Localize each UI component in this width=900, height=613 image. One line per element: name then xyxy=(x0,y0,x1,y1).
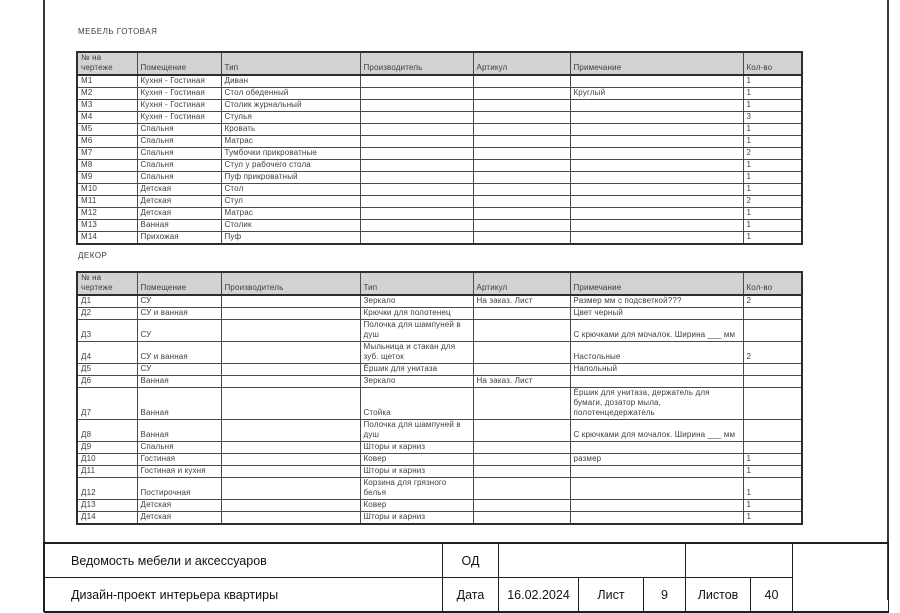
table-cell: М10 xyxy=(77,184,137,196)
table-cell: Тумбочки прикроватные xyxy=(221,148,360,160)
table-cell xyxy=(570,184,743,196)
table-cell: Крючки для полотенец xyxy=(360,308,473,320)
table-cell: Диван xyxy=(221,75,360,88)
table-cell: 1 xyxy=(743,160,802,172)
column-header: № на чертеже xyxy=(77,272,137,295)
column-header: Тип xyxy=(221,52,360,75)
table-cell: Стол xyxy=(221,184,360,196)
empty-cell xyxy=(685,543,793,578)
table-cell xyxy=(743,442,802,454)
table-cell: Д6 xyxy=(77,376,137,388)
table-cell: М1 xyxy=(77,75,137,88)
table-cell xyxy=(221,376,360,388)
table-cell xyxy=(570,442,743,454)
table-cell: Спальня xyxy=(137,172,221,184)
table-cell: Пуф прикроватный xyxy=(221,172,360,184)
table-cell xyxy=(473,364,570,376)
column-header: Примечание xyxy=(570,52,743,75)
table-cell xyxy=(473,512,570,525)
table-cell xyxy=(221,442,360,454)
table-row xyxy=(77,220,802,232)
table-cell: 2 xyxy=(743,295,802,308)
table-cell: М4 xyxy=(77,112,137,124)
table-cell: 2 xyxy=(743,196,802,208)
table-cell: 1 xyxy=(743,500,802,512)
table-row xyxy=(77,454,802,466)
table-cell: Круглый xyxy=(570,88,743,100)
table-row xyxy=(77,308,802,320)
furniture-table xyxy=(76,51,803,245)
table-cell: Ванная xyxy=(137,420,221,442)
empty-cell xyxy=(498,543,686,578)
table-cell xyxy=(360,124,473,136)
table-row xyxy=(77,478,802,500)
table-cell: Шторы и карниз xyxy=(360,512,473,525)
table-cell: Стол обеденный xyxy=(221,88,360,100)
table-cell: Прихожая xyxy=(137,232,221,245)
page-frame-left-line xyxy=(43,0,45,600)
table-cell xyxy=(473,454,570,466)
table-cell xyxy=(473,442,570,454)
project-title-cell: Дизайн-проект интерьера квартиры xyxy=(44,577,443,613)
table-cell xyxy=(570,196,743,208)
table-cell: Ёршик для унитаза xyxy=(360,364,473,376)
table-cell xyxy=(473,148,570,160)
table-cell xyxy=(221,478,360,500)
table-cell xyxy=(360,75,473,88)
table-row xyxy=(77,160,802,172)
table-cell: Цвет черный xyxy=(570,308,743,320)
table-cell: 1 xyxy=(743,512,802,525)
table-cell xyxy=(473,220,570,232)
table-cell xyxy=(570,75,743,88)
table-cell: 1 xyxy=(743,478,802,500)
table-cell xyxy=(360,220,473,232)
table-cell xyxy=(473,232,570,245)
table-cell xyxy=(360,88,473,100)
table-cell: Зеркало xyxy=(360,295,473,308)
table-cell xyxy=(570,160,743,172)
table-cell xyxy=(473,342,570,364)
table-cell xyxy=(743,320,802,342)
table-cell xyxy=(570,512,743,525)
table-cell: Стул у рабочего стола xyxy=(221,160,360,172)
table-cell: СУ xyxy=(137,295,221,308)
table-cell: М5 xyxy=(77,124,137,136)
empty-corner-cell xyxy=(792,543,889,613)
table-cell: СУ и ванная xyxy=(137,342,221,364)
date-value-cell: 16.02.2024 xyxy=(498,577,579,613)
table-cell xyxy=(221,466,360,478)
table-cell xyxy=(221,454,360,466)
table-cell: 1 xyxy=(743,172,802,184)
table-cell: 1 xyxy=(743,124,802,136)
table-cell: Кухня - Гостиная xyxy=(137,75,221,88)
table-cell xyxy=(473,184,570,196)
table-cell: Ванная xyxy=(137,388,221,420)
table-row xyxy=(77,136,802,148)
table-cell xyxy=(570,500,743,512)
table-cell: 2 xyxy=(743,342,802,364)
table-row xyxy=(77,388,802,420)
table-row xyxy=(77,88,802,100)
sheets-total-label-cell: Листов xyxy=(685,577,751,613)
table-cell: М7 xyxy=(77,148,137,160)
table-cell xyxy=(221,342,360,364)
table-cell: Стойка xyxy=(360,388,473,420)
table-cell: Д11 xyxy=(77,466,137,478)
header-row xyxy=(77,272,802,295)
table-cell xyxy=(473,100,570,112)
table-row xyxy=(77,295,802,308)
table-cell: Детская xyxy=(137,208,221,220)
table-cell: Постирочная xyxy=(137,478,221,500)
table-cell xyxy=(473,320,570,342)
table-row xyxy=(77,75,802,88)
table-cell: Спальня xyxy=(137,124,221,136)
column-header: Примечание xyxy=(570,272,743,295)
table-cell: Столик xyxy=(221,220,360,232)
document-title-cell: Ведомость мебели и аксессуаров xyxy=(44,543,443,578)
table-cell: Пуф xyxy=(221,232,360,245)
table-cell: Д3 xyxy=(77,320,137,342)
sheet-label-cell: Лист xyxy=(578,577,644,613)
table-cell: Мыльница и стакан для зуб. щеток xyxy=(360,342,473,364)
table-cell: Шторы и карниз xyxy=(360,442,473,454)
table-cell: М14 xyxy=(77,232,137,245)
table-cell xyxy=(570,376,743,388)
table-cell: Стул xyxy=(221,196,360,208)
table-cell: Д2 xyxy=(77,308,137,320)
table-row xyxy=(77,148,802,160)
table-cell xyxy=(743,420,802,442)
table-cell xyxy=(473,478,570,500)
table-cell: Гостиная xyxy=(137,454,221,466)
column-header: Кол-во xyxy=(743,272,802,295)
table-row xyxy=(77,420,802,442)
table-cell: Размер мм с подсветкой??? xyxy=(570,295,743,308)
table-cell: 1 xyxy=(743,454,802,466)
table-cell xyxy=(221,295,360,308)
table-cell: М13 xyxy=(77,220,137,232)
table-cell xyxy=(360,232,473,245)
table-row xyxy=(77,100,802,112)
table-cell xyxy=(360,160,473,172)
table-cell xyxy=(221,320,360,342)
column-header: Артикул xyxy=(473,272,570,295)
table-cell: Корзина для грязного белья xyxy=(360,478,473,500)
furniture-section-title: МЕБЕЛЬ ГОТОВАЯ xyxy=(78,27,158,36)
table-row xyxy=(77,442,802,454)
column-header: Производитель xyxy=(221,272,360,295)
table-cell: Д7 xyxy=(77,388,137,420)
table-cell: Спальня xyxy=(137,148,221,160)
table-cell: Детская xyxy=(137,184,221,196)
table-cell xyxy=(570,208,743,220)
table-cell: СУ xyxy=(137,320,221,342)
table-cell xyxy=(743,364,802,376)
table-cell: Д12 xyxy=(77,478,137,500)
table-row xyxy=(77,466,802,478)
table-cell xyxy=(473,500,570,512)
column-header: Тип xyxy=(360,272,473,295)
table-cell xyxy=(360,100,473,112)
stage-code-cell: ОД xyxy=(442,543,499,578)
table-cell: 1 xyxy=(743,232,802,245)
table-cell: С крючками для мочалок. Ширина ___ мм xyxy=(570,320,743,342)
table-cell: Д13 xyxy=(77,500,137,512)
table-cell xyxy=(221,388,360,420)
column-header: Помещение xyxy=(137,272,221,295)
table-cell xyxy=(473,75,570,88)
table-cell: Стулья xyxy=(221,112,360,124)
table-cell: Ковер xyxy=(360,454,473,466)
table-row xyxy=(77,124,802,136)
table-row xyxy=(77,172,802,184)
table-cell xyxy=(570,232,743,245)
table-cell xyxy=(473,420,570,442)
column-header: Производитель xyxy=(360,52,473,75)
table-cell: 1 xyxy=(743,100,802,112)
table-cell xyxy=(360,184,473,196)
table-cell xyxy=(570,124,743,136)
table-cell: размер xyxy=(570,454,743,466)
table-cell: Д9 xyxy=(77,442,137,454)
table-cell: Д14 xyxy=(77,512,137,525)
table-cell: Полочка для шампуней в душ xyxy=(360,420,473,442)
table-row xyxy=(77,184,802,196)
decor-table xyxy=(76,271,803,525)
table-cell: Ванная xyxy=(137,376,221,388)
table-cell: На заказ. Лист xyxy=(473,376,570,388)
table-cell: Детская xyxy=(137,196,221,208)
table-cell: 1 xyxy=(743,466,802,478)
table-cell: М8 xyxy=(77,160,137,172)
table-cell: Шторы и карниз xyxy=(360,466,473,478)
date-label-cell: Дата xyxy=(442,577,499,613)
column-header: Артикул xyxy=(473,52,570,75)
table-cell xyxy=(221,420,360,442)
table-cell: На заказ. Лист xyxy=(473,295,570,308)
table-cell: Кровать xyxy=(221,124,360,136)
table-row xyxy=(77,500,802,512)
title-block xyxy=(43,542,889,612)
table-cell: Матрас xyxy=(221,136,360,148)
table-cell: 3 xyxy=(743,112,802,124)
table-cell xyxy=(473,112,570,124)
table-cell: 1 xyxy=(743,88,802,100)
table-row xyxy=(77,196,802,208)
table-cell xyxy=(743,388,802,420)
table-cell xyxy=(473,196,570,208)
table-cell: Гостиная и кухня xyxy=(137,466,221,478)
table-cell xyxy=(570,466,743,478)
table-cell xyxy=(743,308,802,320)
table-cell: Д8 xyxy=(77,420,137,442)
table-row xyxy=(77,342,802,364)
table-cell: М2 xyxy=(77,88,137,100)
table-cell: Полочка для шампуней в душ xyxy=(360,320,473,342)
table-cell: Спальня xyxy=(137,442,221,454)
table-cell: Д1 xyxy=(77,295,137,308)
table-cell: М12 xyxy=(77,208,137,220)
table-cell: Зеркало xyxy=(360,376,473,388)
table-row xyxy=(77,364,802,376)
column-header: Помещение xyxy=(137,52,221,75)
page-frame-right-line xyxy=(887,0,889,600)
table-cell xyxy=(360,172,473,184)
column-header: Кол-во xyxy=(743,52,802,75)
table-cell: Д10 xyxy=(77,454,137,466)
table-cell xyxy=(473,160,570,172)
table-cell: Спальня xyxy=(137,136,221,148)
table-cell xyxy=(473,208,570,220)
sheet-number-cell: 9 xyxy=(643,577,686,613)
table-cell: 1 xyxy=(743,136,802,148)
table-cell: М11 xyxy=(77,196,137,208)
table-row xyxy=(77,208,802,220)
table-row xyxy=(77,320,802,342)
table-cell xyxy=(360,196,473,208)
table-cell: Ванная xyxy=(137,220,221,232)
table-cell xyxy=(743,376,802,388)
table-cell xyxy=(221,512,360,525)
table-cell xyxy=(570,100,743,112)
table-row xyxy=(77,112,802,124)
table-cell: Спальня xyxy=(137,160,221,172)
table-cell xyxy=(570,148,743,160)
table-cell: Столик журнальный xyxy=(221,100,360,112)
table-cell xyxy=(570,112,743,124)
table-cell xyxy=(473,136,570,148)
table-cell: Д4 xyxy=(77,342,137,364)
table-cell xyxy=(570,478,743,500)
table-cell xyxy=(473,388,570,420)
table-cell: СУ xyxy=(137,364,221,376)
table-cell xyxy=(473,172,570,184)
table-cell: Матрас xyxy=(221,208,360,220)
table-cell xyxy=(360,208,473,220)
table-cell: Детская xyxy=(137,512,221,525)
table-cell: М6 xyxy=(77,136,137,148)
table-cell xyxy=(360,112,473,124)
table-row xyxy=(77,232,802,245)
table-cell: Детская xyxy=(137,500,221,512)
table-cell: Кухня - Гостиная xyxy=(137,88,221,100)
table-cell: СУ и ванная xyxy=(137,308,221,320)
table-cell: 1 xyxy=(743,208,802,220)
table-cell xyxy=(360,136,473,148)
column-header: № на чертеже xyxy=(77,52,137,75)
table-cell: Кухня - Гостиная xyxy=(137,100,221,112)
table-cell xyxy=(570,220,743,232)
table-cell xyxy=(570,172,743,184)
table-cell: Напольный xyxy=(570,364,743,376)
table-cell xyxy=(570,136,743,148)
table-row xyxy=(77,512,802,525)
header-row xyxy=(77,52,802,75)
table-cell xyxy=(221,364,360,376)
table-cell xyxy=(473,308,570,320)
table-cell: 1 xyxy=(743,75,802,88)
table-cell xyxy=(473,466,570,478)
table-cell: Настольные xyxy=(570,342,743,364)
table-cell xyxy=(360,148,473,160)
table-cell: Ковер xyxy=(360,500,473,512)
decor-section-title: ДЕКОР xyxy=(78,251,108,260)
table-cell: Д5 xyxy=(77,364,137,376)
table-row xyxy=(77,376,802,388)
table-cell: М3 xyxy=(77,100,137,112)
table-cell: М9 xyxy=(77,172,137,184)
table-cell xyxy=(221,308,360,320)
table-cell xyxy=(473,88,570,100)
table-cell: Кухня - Гостиная xyxy=(137,112,221,124)
table-cell: 1 xyxy=(743,220,802,232)
sheets-total-value-cell: 40 xyxy=(750,577,793,613)
table-cell: 2 xyxy=(743,148,802,160)
table-cell: С крючками для мочалок. Ширина ___ мм xyxy=(570,420,743,442)
table-cell xyxy=(221,500,360,512)
table-cell: Ёршик для унитаза, держатель для бумаги, дозатор мыла, полотенцедержатель xyxy=(570,388,743,420)
table-cell xyxy=(473,124,570,136)
table-cell: 1 xyxy=(743,184,802,196)
